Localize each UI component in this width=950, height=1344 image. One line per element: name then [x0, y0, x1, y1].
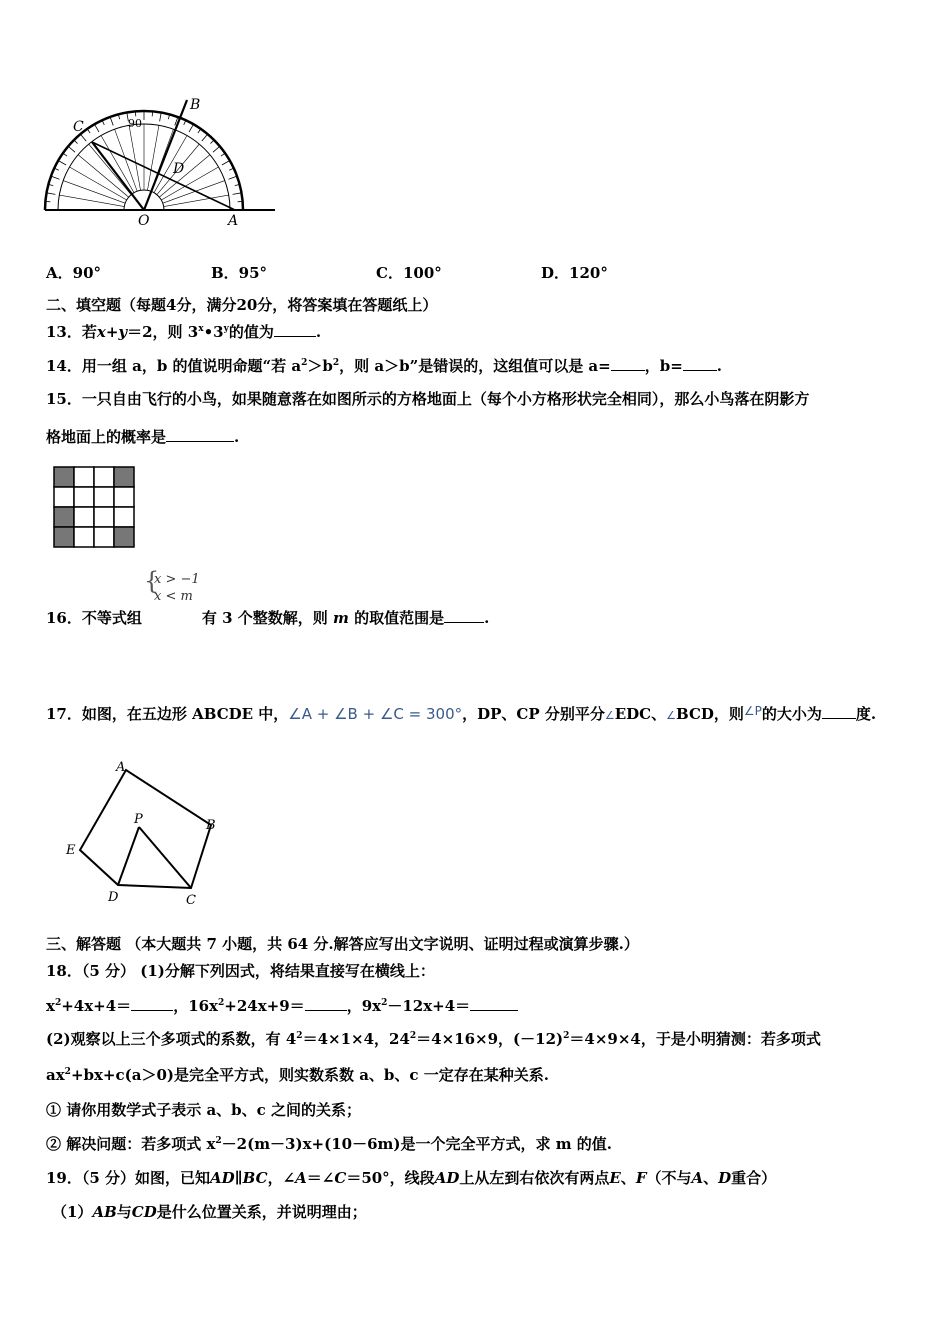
q13-exp2: y [223, 324, 229, 334]
q16-system [144, 567, 200, 605]
q18-obs3: ＝4×16×9，(－12) [416, 1030, 564, 1048]
q19-ad: AD [210, 1169, 235, 1187]
q17-prefix: 17．如图，在五边形 ABCDE 中， [46, 705, 289, 723]
q17-mid1: ，DP、CP 分别平分 [462, 705, 605, 723]
q13-exp1: x [198, 324, 204, 334]
protractor-radial [163, 181, 225, 204]
q16-sys-line2: x < m [154, 589, 193, 604]
grid-cell [114, 507, 134, 527]
q18-sub2 [46, 1135, 612, 1153]
protractor-radial [89, 144, 131, 195]
protractor-tick [229, 176, 237, 179]
protractor-tick [189, 124, 194, 132]
q19-bc: BC [242, 1169, 268, 1187]
label-D: D [173, 161, 185, 177]
protractor-tick [110, 117, 113, 125]
option-d: D．120° [541, 264, 608, 282]
q16-brace: { [144, 567, 160, 595]
q14-text3: ，则 a＞b”是错误的，这组值可以是 a= [339, 357, 611, 375]
q19-f: F [635, 1169, 647, 1187]
q13-eq: ＝2，则 3 [127, 323, 199, 341]
grid-cell [94, 507, 114, 527]
grid-cell [54, 527, 74, 547]
protractor-tick [80, 134, 86, 141]
q15-end: . [234, 428, 240, 446]
protractor-radial [159, 155, 210, 197]
q15-line2-wrap [46, 427, 239, 446]
protractor-radial [129, 125, 140, 190]
label-B: B [190, 97, 201, 113]
q16-middle: 有 3 个整数解，则 [201, 609, 328, 627]
q18-sup: 2 [64, 1067, 71, 1077]
q14-text4: ，b= [644, 357, 683, 375]
q19-t3: ，∠ [267, 1169, 296, 1187]
grid-figure [52, 465, 136, 549]
option-a: A．90° [46, 264, 102, 282]
q19-a: A [295, 1169, 307, 1187]
q18-sup: 2 [296, 1031, 303, 1041]
q13-mid: •3 [203, 323, 224, 341]
q19-c: C [334, 1169, 347, 1187]
label-O: O [138, 213, 150, 229]
protractor-tick [47, 193, 56, 195]
q17-blank[interactable] [822, 704, 856, 719]
grid-cell [114, 487, 134, 507]
grid-cell [54, 507, 74, 527]
q18-ax [46, 1066, 549, 1084]
q15-line2: 格地面上的概率是 [46, 428, 167, 446]
q18-s2b: －2(m－3)x+(10－6m)是一个完全平方式，求 m 的值. [221, 1135, 613, 1153]
q18-sub1: ① 请你用数学式子表示 a、b、c 之间的关系； [46, 1101, 362, 1119]
q17-end: 度. [855, 705, 877, 723]
pent-label-P: P [134, 812, 143, 827]
q19-ad2: AD [434, 1169, 460, 1187]
option-c: C．100° [376, 264, 442, 282]
q19-t1: 19．（5 分）如图，已知 [46, 1169, 211, 1187]
protractor-radial [70, 167, 127, 200]
q16-prefix: 16．不等式组 [46, 609, 142, 627]
grid-cell [74, 527, 94, 547]
q18-ax1: ax [46, 1066, 65, 1084]
q17-tail: 的大小为 [761, 705, 822, 723]
protractor-tick [202, 134, 208, 141]
q18-head: 18．（5 分） (1)分解下列因式，将结果直接写在横线上： [46, 962, 435, 980]
q16-var: m [333, 609, 349, 627]
q18-obs2: ＝4×1×4，24 [302, 1030, 410, 1048]
q15-blank[interactable] [166, 427, 234, 442]
q18-blank2[interactable] [305, 996, 347, 1011]
q14-sup1: 2 [301, 358, 308, 368]
q19-t4: ＝∠ [306, 1169, 335, 1187]
grid-cell [54, 487, 74, 507]
pentagon-figure [58, 755, 228, 910]
protractor-radial [164, 195, 229, 206]
section2-heading: 二、填空题（每题4分，满分20分，将答案填在答题纸上） [46, 296, 438, 314]
protractor-radial [101, 136, 134, 193]
option-b: B．95° [211, 264, 268, 282]
grid-cell [114, 527, 134, 547]
q13-tail: 的值为 [228, 323, 274, 341]
protractor-tick [222, 161, 230, 166]
q18-sup: 2 [381, 998, 388, 1008]
q18-p2b: +24x+9＝ [224, 997, 305, 1015]
q18-ax2: +bx+c(a＞0)是完全平方式，则实数系数 a、b、c 一定存在某种关系. [70, 1066, 549, 1084]
q13-end: . [315, 323, 322, 341]
protractor-figure [40, 95, 280, 230]
q18-sup: 2 [409, 1031, 417, 1041]
pent-label-B: B [206, 818, 216, 833]
q18-p1b: +4x+4＝ [61, 997, 132, 1015]
q19-e: E [609, 1169, 621, 1187]
q17-angle2: ∠ [666, 709, 676, 722]
q18-s2a: ② 解决问题：若多项式 x [46, 1135, 216, 1153]
q19-t10: 重合） [731, 1169, 777, 1187]
q14-end: . [716, 357, 723, 375]
q18-sup: 2 [563, 1031, 570, 1041]
q18-sup: 2 [215, 1136, 222, 1146]
q18-blank3[interactable] [470, 996, 518, 1011]
q18-sup: 2 [54, 998, 62, 1008]
protractor-radial [63, 181, 125, 204]
q19-t5: ＝50°，线段 [346, 1169, 435, 1187]
grid-cell [54, 467, 74, 487]
q17-mid2: EDC、 [614, 705, 667, 723]
protractor-radial [161, 167, 218, 200]
q13-expr: x+y [96, 323, 128, 341]
q19-cd: CD [131, 1203, 157, 1221]
grid-cell [94, 467, 114, 487]
q19-t6: 上从左到右依次有两点 [459, 1169, 610, 1187]
question-16 [46, 608, 489, 627]
protractor-radial [78, 155, 129, 197]
protractor-tick [233, 193, 242, 195]
pent-label-C: C [186, 893, 196, 908]
q17-mid3: BCD，则 [675, 705, 744, 723]
q14-blank-b[interactable] [683, 356, 717, 371]
q16-suffix: 的取值范围是 [354, 609, 445, 627]
grid-cell [94, 527, 114, 547]
q19-t8: （不与 [646, 1169, 692, 1187]
grid-cell [114, 467, 134, 487]
q18-sup: 2 [218, 998, 225, 1008]
q18-p3b: －12x+4＝ [387, 997, 471, 1015]
question-17 [46, 702, 876, 725]
q16-blank[interactable] [444, 608, 484, 623]
q13-blank[interactable] [274, 322, 316, 337]
question-13 [46, 322, 321, 341]
grid-cell [74, 487, 94, 507]
q17-angle3: ∠P [743, 704, 762, 718]
q19-sub1 [52, 1203, 367, 1221]
q19-t9: 、 [703, 1169, 719, 1187]
q19-t7: 、 [620, 1169, 636, 1187]
q16-sys-line1: x > −1 [154, 572, 200, 587]
pent-label-E: E [66, 843, 76, 858]
q18-p2a: ，16x [173, 997, 219, 1015]
q18-obs4: ＝4×9×4，于是小明猜测：若多项式 [569, 1030, 821, 1048]
q19-d: D [718, 1169, 732, 1187]
label-C: C [73, 119, 84, 135]
q18-polys [46, 996, 518, 1015]
q18-p1a: x [46, 997, 55, 1015]
question-14 [46, 356, 722, 375]
q14-text2: ＞b [307, 357, 333, 375]
protractor-tick [95, 124, 100, 132]
q14-blank-a[interactable] [611, 356, 645, 371]
protractor-radial [147, 125, 158, 190]
grid-cell [74, 507, 94, 527]
pent-label-A: A [116, 760, 126, 775]
grid-cells [54, 467, 134, 547]
q19-a2: A [691, 1169, 704, 1187]
grid-cell [94, 487, 114, 507]
q18-observe [46, 1030, 821, 1048]
protractor-tick [58, 161, 66, 166]
q17-angle1: ∠ [604, 709, 615, 722]
q19-sub1b: 与 [116, 1203, 132, 1221]
pent-label-D: D [108, 890, 119, 905]
protractor-radial [115, 129, 138, 191]
protractor-tick [213, 146, 220, 152]
q19-sub1a: （1） [52, 1203, 93, 1221]
q18-blank1[interactable] [131, 996, 173, 1011]
q15-line1: 15．一只自由飞行的小鸟，如果随意落在如图所示的方格地面上（每个小方格形状完全相同），那么小鸟落在阴影方 [46, 390, 810, 408]
q14-sup2: 2 [332, 358, 340, 368]
q19-ab: AB [92, 1203, 117, 1221]
q19-sub1c: 是什么位置关系，并说明理由； [156, 1203, 367, 1221]
q18-p3a: ，9x [346, 997, 382, 1015]
q13-num: 13．若 [46, 323, 97, 341]
question-19 [46, 1169, 776, 1187]
protractor-tick [160, 113, 162, 122]
section3-heading: 三、解答题 （本大题共 7 小题，共 64 分.解答应写出文字说明、证明过程或演算步骤.） [46, 935, 639, 953]
q18-obs1: (2)观察以上三个多项式的系数，有 4 [46, 1030, 297, 1048]
q17-formula: ∠A + ∠B + ∠C = 300° [288, 705, 463, 723]
q16-end: . [484, 609, 490, 627]
grid-cell [74, 467, 94, 487]
protractor-tick [68, 146, 75, 152]
label-A: A [228, 213, 239, 229]
q14-text1: 14．用一组 a，b 的值说明命题“若 a [46, 357, 302, 375]
protractor-tick [51, 176, 59, 179]
q19-t2: ∥ [234, 1169, 243, 1187]
protractor-radial [59, 195, 124, 206]
protractor-scale-label: 90 [128, 117, 142, 130]
